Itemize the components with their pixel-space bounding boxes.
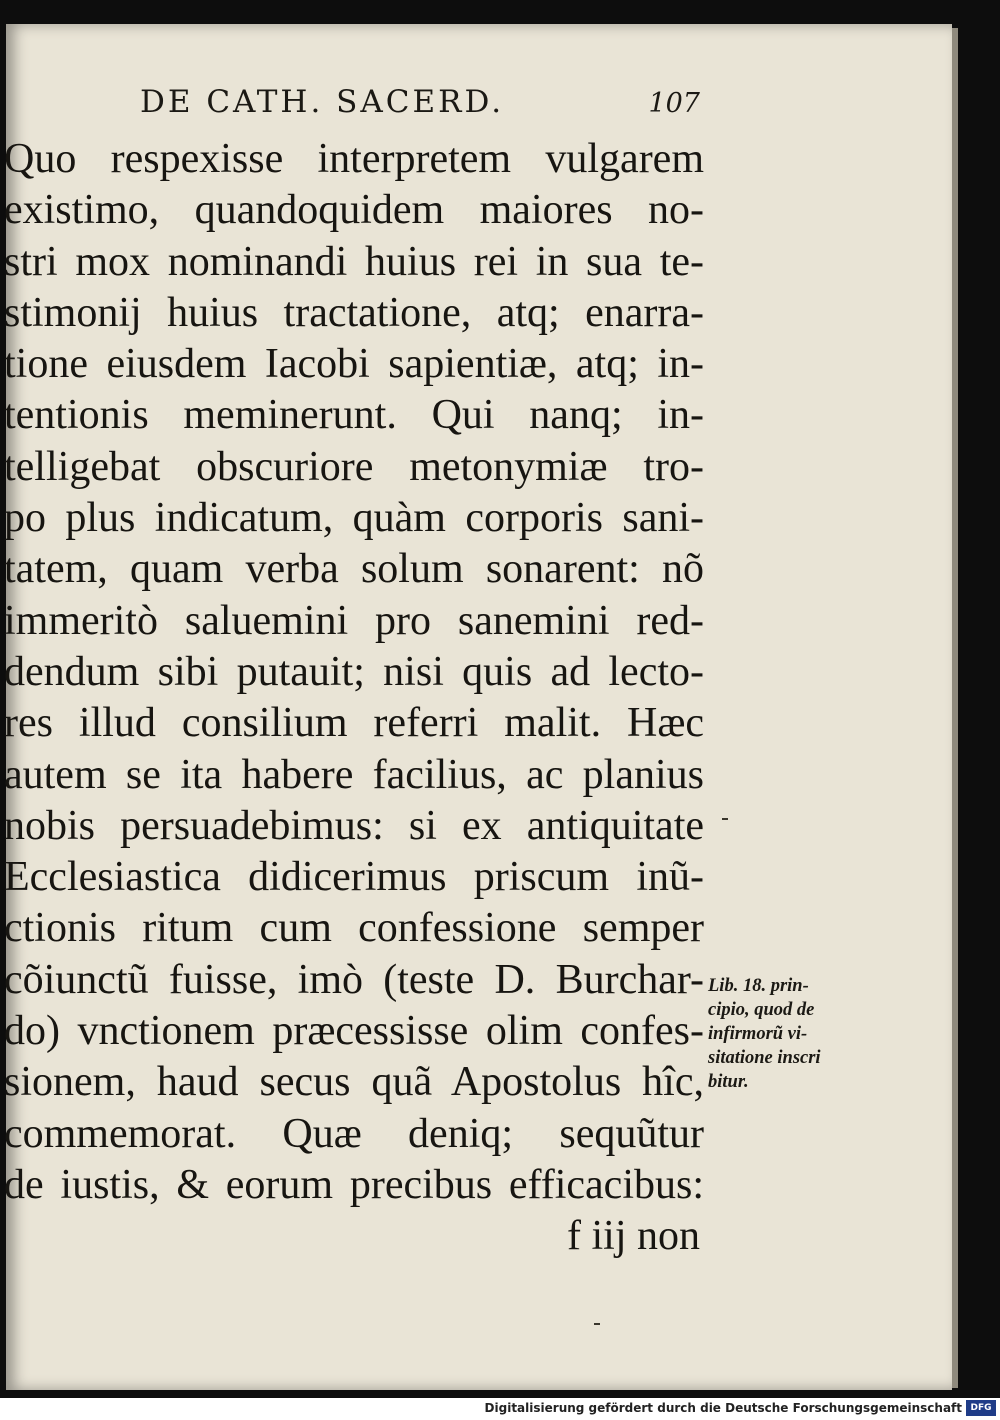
text-line: cõiunctũ fuisse, imò (teste D. Burchar- <box>4 956 704 1003</box>
text-line: tentionis meminerunt. Qui nanq; in- <box>4 392 704 439</box>
text-line: commemorat. Quæ deniq; sequũtur <box>4 1110 704 1157</box>
funding-credit: Digitalisierung gefördert durch die Deutsche Forschungsgemeinschaft <box>484 1401 962 1415</box>
marginal-note-line: bitur. <box>708 1072 749 1092</box>
ink-speck <box>722 818 728 820</box>
marginal-note-line: Lib. 18. prin- <box>708 976 809 996</box>
ink-speck <box>594 1323 600 1325</box>
text-line: autem se ita habere facilius, ac planius <box>4 751 704 798</box>
footer-bar <box>0 1398 1000 1420</box>
text-line: existimo, quandoquidem maiores no- <box>4 187 704 234</box>
marginal-note-line: cipio, quod de <box>708 1000 815 1020</box>
text-line: res illud consilium referri malit. Hæc <box>4 700 704 747</box>
text-line: stri mox nominandi huius rei in sua te- <box>4 238 704 285</box>
marginal-note-line: infirmorũ vi- <box>708 1024 808 1044</box>
main-text-block <box>4 134 704 1263</box>
catchword-line: f iij non <box>567 1213 700 1260</box>
marginal-note-line: sitatione inscri <box>708 1048 821 1068</box>
text-line: de iustis, & eorum precibus efficacibus: <box>4 1161 704 1208</box>
text-line: tione eiusdem Iacobi sapientiæ, atq; in- <box>4 341 704 388</box>
text-line: stimonij huius tractatione, atq; enarra- <box>4 289 704 336</box>
running-head: DE CATH. SACERD. <box>140 84 505 120</box>
text-line: ctionis ritum cum confessione semper <box>4 905 704 952</box>
page-header <box>140 84 700 124</box>
text-line: telligebat obscuriore metonymiæ tro- <box>4 443 704 490</box>
text-line: Quo respexisse interpretem vulgarem <box>4 136 704 182</box>
text-line: po plus indicatum, quàm corporis sani- <box>4 495 704 542</box>
page-number: 107 <box>648 88 700 119</box>
text-line: sionem, haud secus quã Apostolus hîc, <box>4 1059 704 1106</box>
text-line: tatem, quam verba solum sonarent: nõ <box>4 546 704 593</box>
text-line: dendum sibi putauit; nisi quis ad lecto- <box>4 648 704 695</box>
text-line: nobis persuadebimus: si ex antiquitate <box>4 802 704 849</box>
text-line: Ecclesiastica didicerimus priscum inũ- <box>4 854 704 901</box>
marginal-note <box>708 974 848 1094</box>
text-line: immeritò saluemini pro sanemini red- <box>4 597 704 644</box>
page-edge <box>952 28 958 1388</box>
dfg-logo: DFG <box>966 1400 996 1416</box>
text-line: do) vnctionem præcessisse olim confes- <box>4 1008 704 1055</box>
